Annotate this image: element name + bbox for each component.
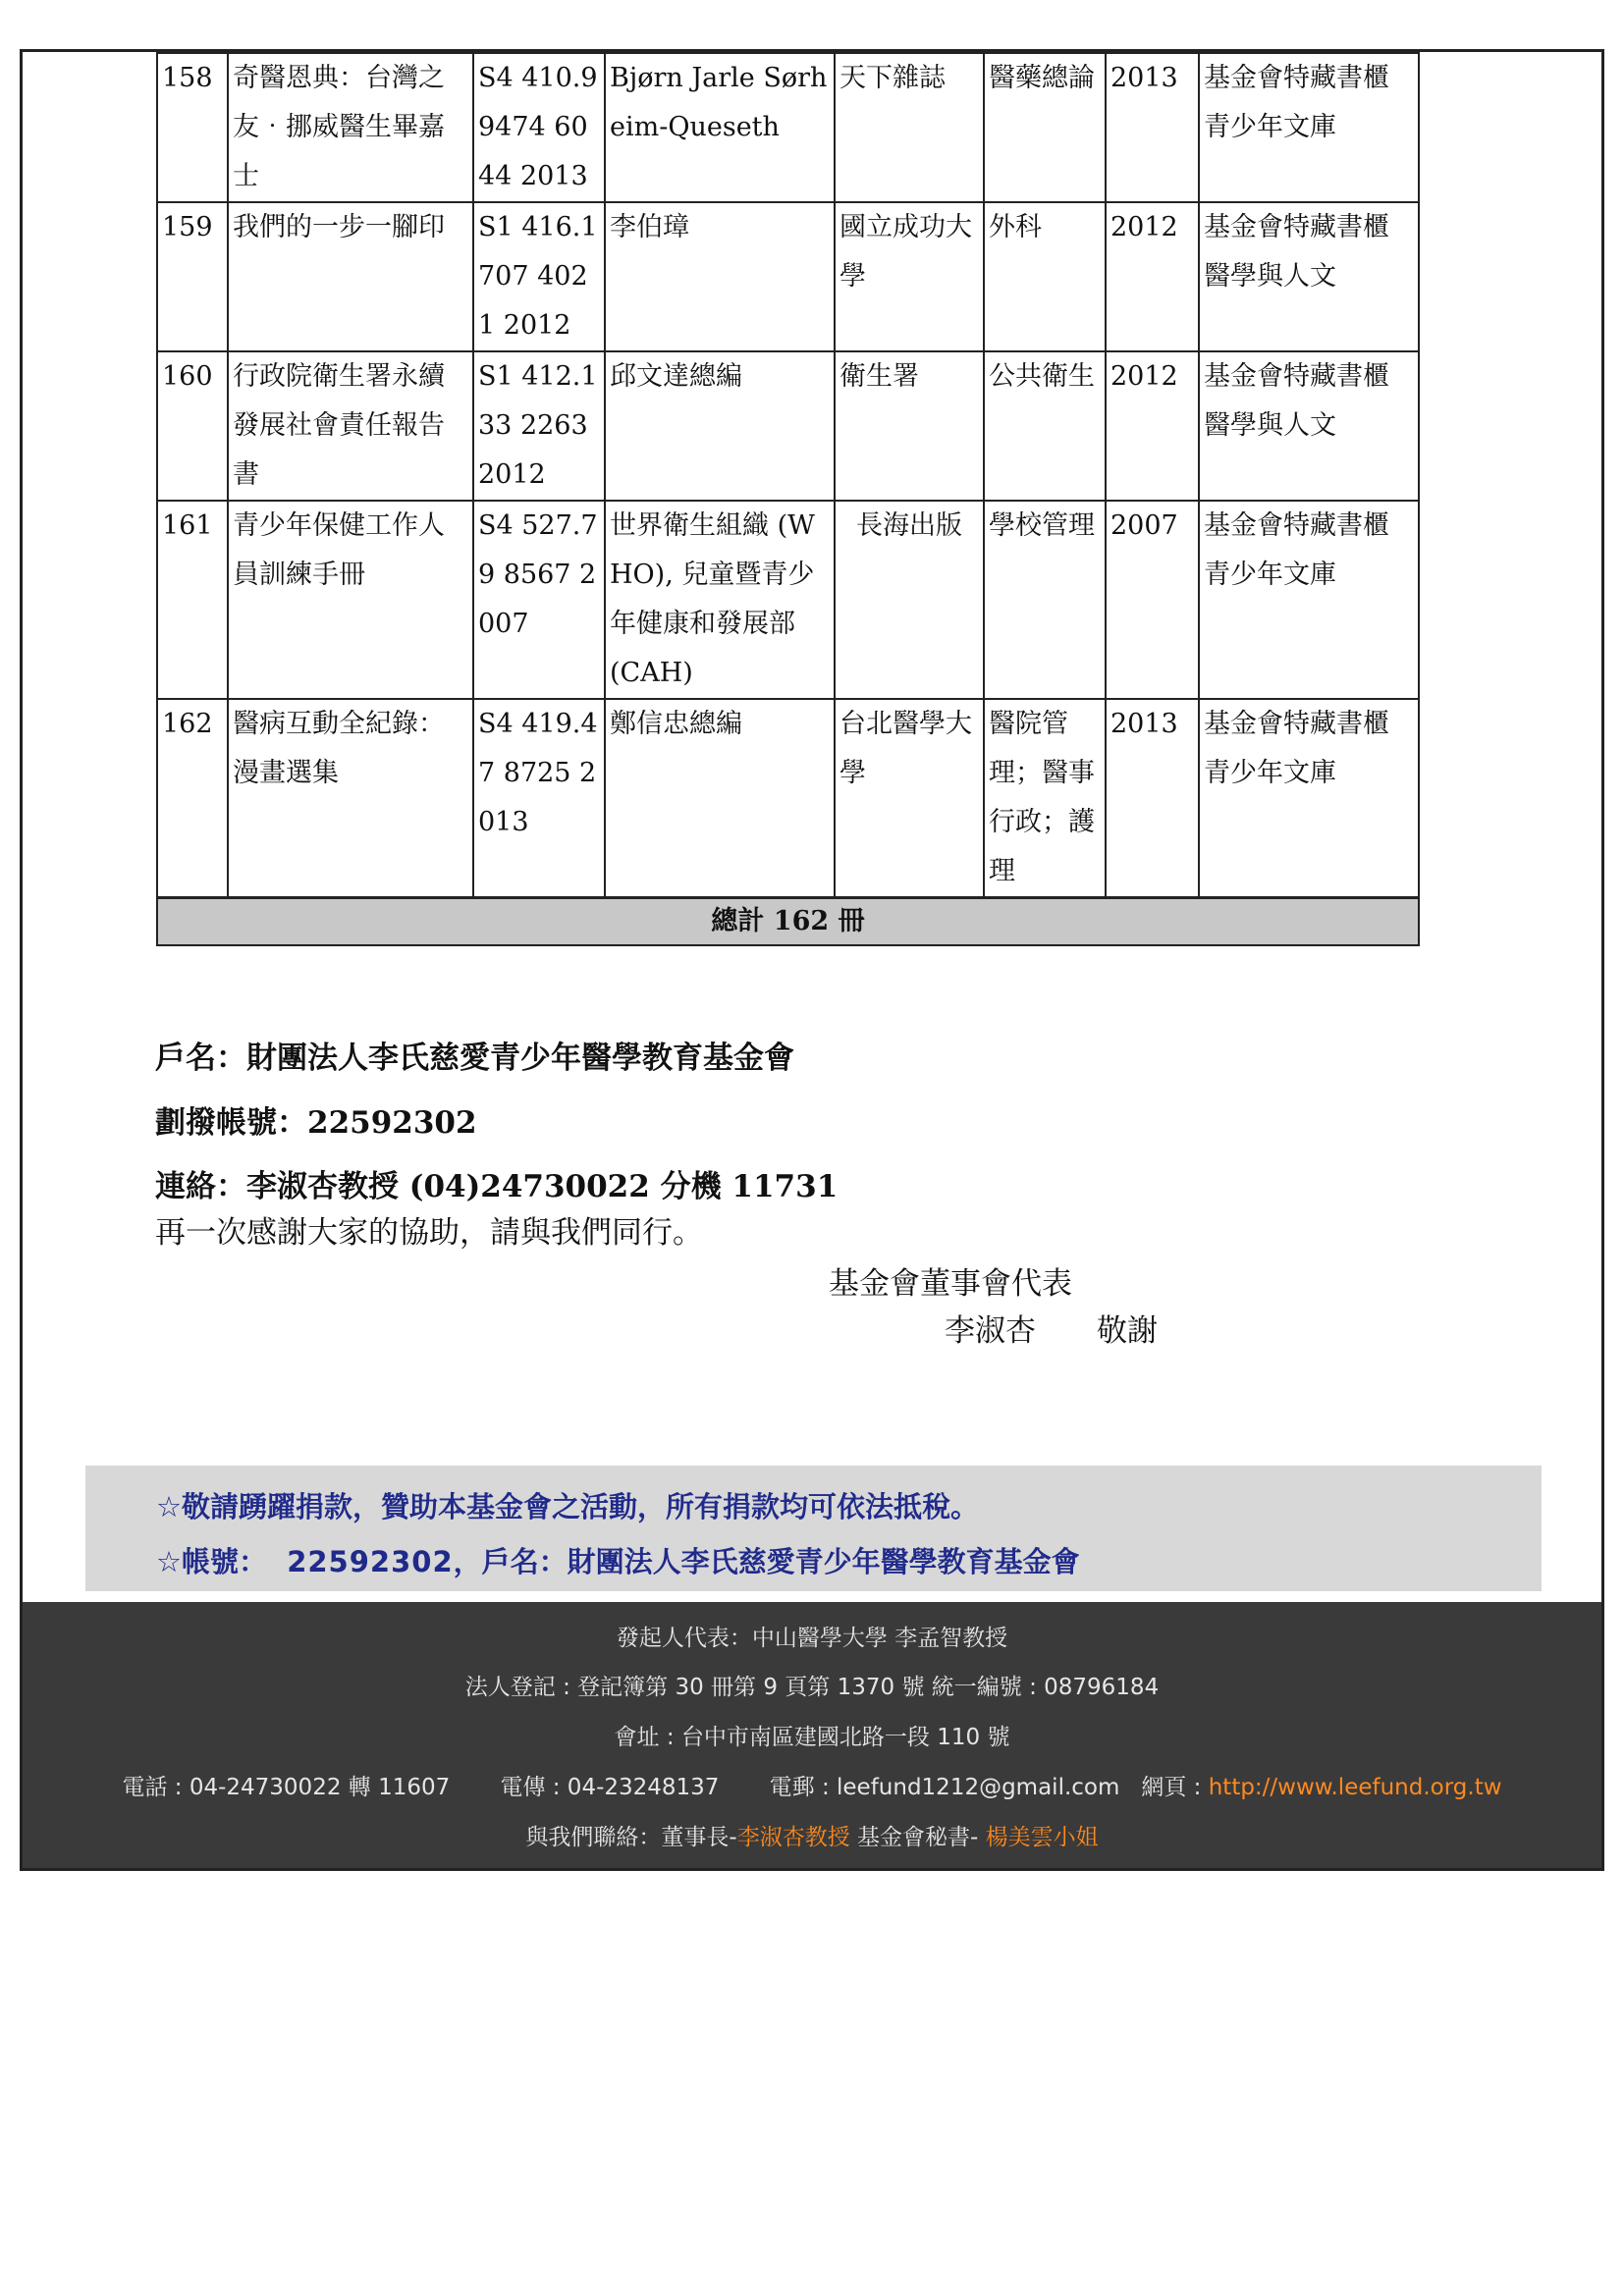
contact-details-line: [23, 1763, 1601, 1812]
book-publisher: 國立成功大學: [835, 202, 984, 351]
table-row: [157, 699, 1419, 898]
book-year: 2013: [1106, 699, 1199, 898]
signature-name: 李淑杏 敬謝: [945, 1313, 1158, 1349]
table-row: [157, 501, 1419, 699]
book-publisher: 天下雜誌: [835, 53, 984, 202]
call-number: S1 416.1707 4021 2012: [473, 202, 605, 351]
book-year: 2007: [1106, 501, 1199, 699]
thanks-message: 再一次感謝大家的協助，請與我們同行。: [155, 1215, 703, 1251]
table-row: [157, 202, 1419, 351]
book-year: 2012: [1106, 202, 1199, 351]
website-label: 網頁 :: [1141, 1775, 1209, 1800]
book-publisher: 長海出版: [835, 501, 984, 699]
book-title: 青少年保健工作人員訓練手冊: [228, 501, 473, 699]
book-title: 行政院衛生署永續發展社會責任報告書: [228, 351, 473, 501]
table-total-row: [157, 898, 1419, 946]
book-subject: 醫院管理；醫事行政；護理: [984, 699, 1106, 898]
account-name: 戶名：財團法人李氏慈愛青少年醫學教育基金會: [155, 1041, 794, 1076]
row-number: 159: [157, 202, 228, 351]
contact-info: 連絡：李淑杏教授 (04)24730022 分機 11731: [155, 1169, 839, 1204]
book-publisher: 衛生署: [835, 351, 984, 501]
book-author: 邱文達總編: [605, 351, 835, 501]
book-location: 基金會特藏書櫃 青少年文庫: [1199, 53, 1419, 202]
row-number: 161: [157, 501, 228, 699]
book-location: 基金會特藏書櫃 青少年文庫: [1199, 501, 1419, 699]
table-row: [157, 53, 1419, 202]
row-number: 162: [157, 699, 228, 898]
book-title: 醫病互動全紀錄：漫畫選集: [228, 699, 473, 898]
account-holder: ，戶名：財團法人李氏慈愛青少年醫學教育基金會: [453, 1545, 1080, 1578]
account-label: ☆帳號：: [156, 1545, 267, 1578]
book-location: 基金會特藏書櫃 青少年文庫: [1199, 699, 1419, 898]
registration-line: 法人登記 : 登記簿第 30 冊第 9 頁第 1370 號 統一編號 : 08796184: [464, 1675, 1160, 1700]
chair-name: 李淑杏教授: [736, 1825, 850, 1850]
book-subject: 醫藥總論: [984, 53, 1106, 202]
fax: 電傳 : 04-23248137: [500, 1775, 720, 1800]
book-title: 我們的一步一腳印: [228, 202, 473, 351]
signature-title: 基金會董事會代表: [829, 1266, 1072, 1302]
book-list-table: [156, 52, 1420, 946]
call-number: S4 419.47 8725 2013: [473, 699, 605, 898]
book-author: 李伯璋: [605, 202, 835, 351]
founder-line: 發起人代表：中山醫學大學 李孟智教授: [616, 1626, 1008, 1651]
book-location: 基金會特藏書櫃 醫學與人文: [1199, 202, 1419, 351]
book-title: 奇醫恩典：台灣之友‧挪威醫生畢嘉士: [228, 53, 473, 202]
total-count: 總計 162 冊: [157, 898, 1419, 946]
call-number: S4 410.99474 6044 2013: [473, 53, 605, 202]
secretary-name: 楊美雲小姐: [985, 1825, 1099, 1850]
call-number: S1 412.133 2263 2012: [473, 351, 605, 501]
contact-prefix: 與我們聯絡：董事長-: [525, 1825, 737, 1850]
address-line: 會址 : 台中市南區建國北路一段 110 號: [614, 1725, 1010, 1750]
row-number: 160: [157, 351, 228, 501]
email[interactable]: 電郵 : leefund1212@gmail.com: [769, 1775, 1120, 1800]
contact-people-line: [23, 1813, 1601, 1862]
book-subject: 學校管理: [984, 501, 1106, 699]
phone: 電話 : 04-24730022 轉 11607: [122, 1775, 451, 1800]
website-link[interactable]: http://www.leefund.org.tw: [1208, 1775, 1502, 1800]
footer: [20, 1602, 1604, 1871]
book-location: 基金會特藏書櫃 醫學與人文: [1199, 351, 1419, 501]
account-number: 22592302: [287, 1545, 454, 1578]
call-number: S4 527.79 8567 2007: [473, 501, 605, 699]
donation-notice: [85, 1466, 1542, 1591]
account-notice-line: [156, 1534, 1542, 1589]
book-publisher: 台北醫學大學: [835, 699, 984, 898]
table-row: [157, 351, 1419, 501]
donation-notice-line: ☆敬請踴躍捐款，贊助本基金會之活動，所有捐款均可依法抵稅。: [156, 1490, 979, 1523]
transfer-account-number: 劃撥帳號：22592302: [155, 1105, 477, 1141]
book-author: 世界衛生組織 (WHO), 兒童暨青少年健康和發展部 (CAH): [605, 501, 835, 699]
secretary-prefix: 基金會秘書-: [849, 1825, 986, 1850]
row-number: 158: [157, 53, 228, 202]
book-subject: 公共衛生: [984, 351, 1106, 501]
book-author: 鄭信忠總編: [605, 699, 835, 898]
book-year: 2012: [1106, 351, 1199, 501]
book-author: Bjørn Jarle Sørheim-Queseth: [605, 53, 835, 202]
book-subject: 外科: [984, 202, 1106, 351]
book-year: 2013: [1106, 53, 1199, 202]
